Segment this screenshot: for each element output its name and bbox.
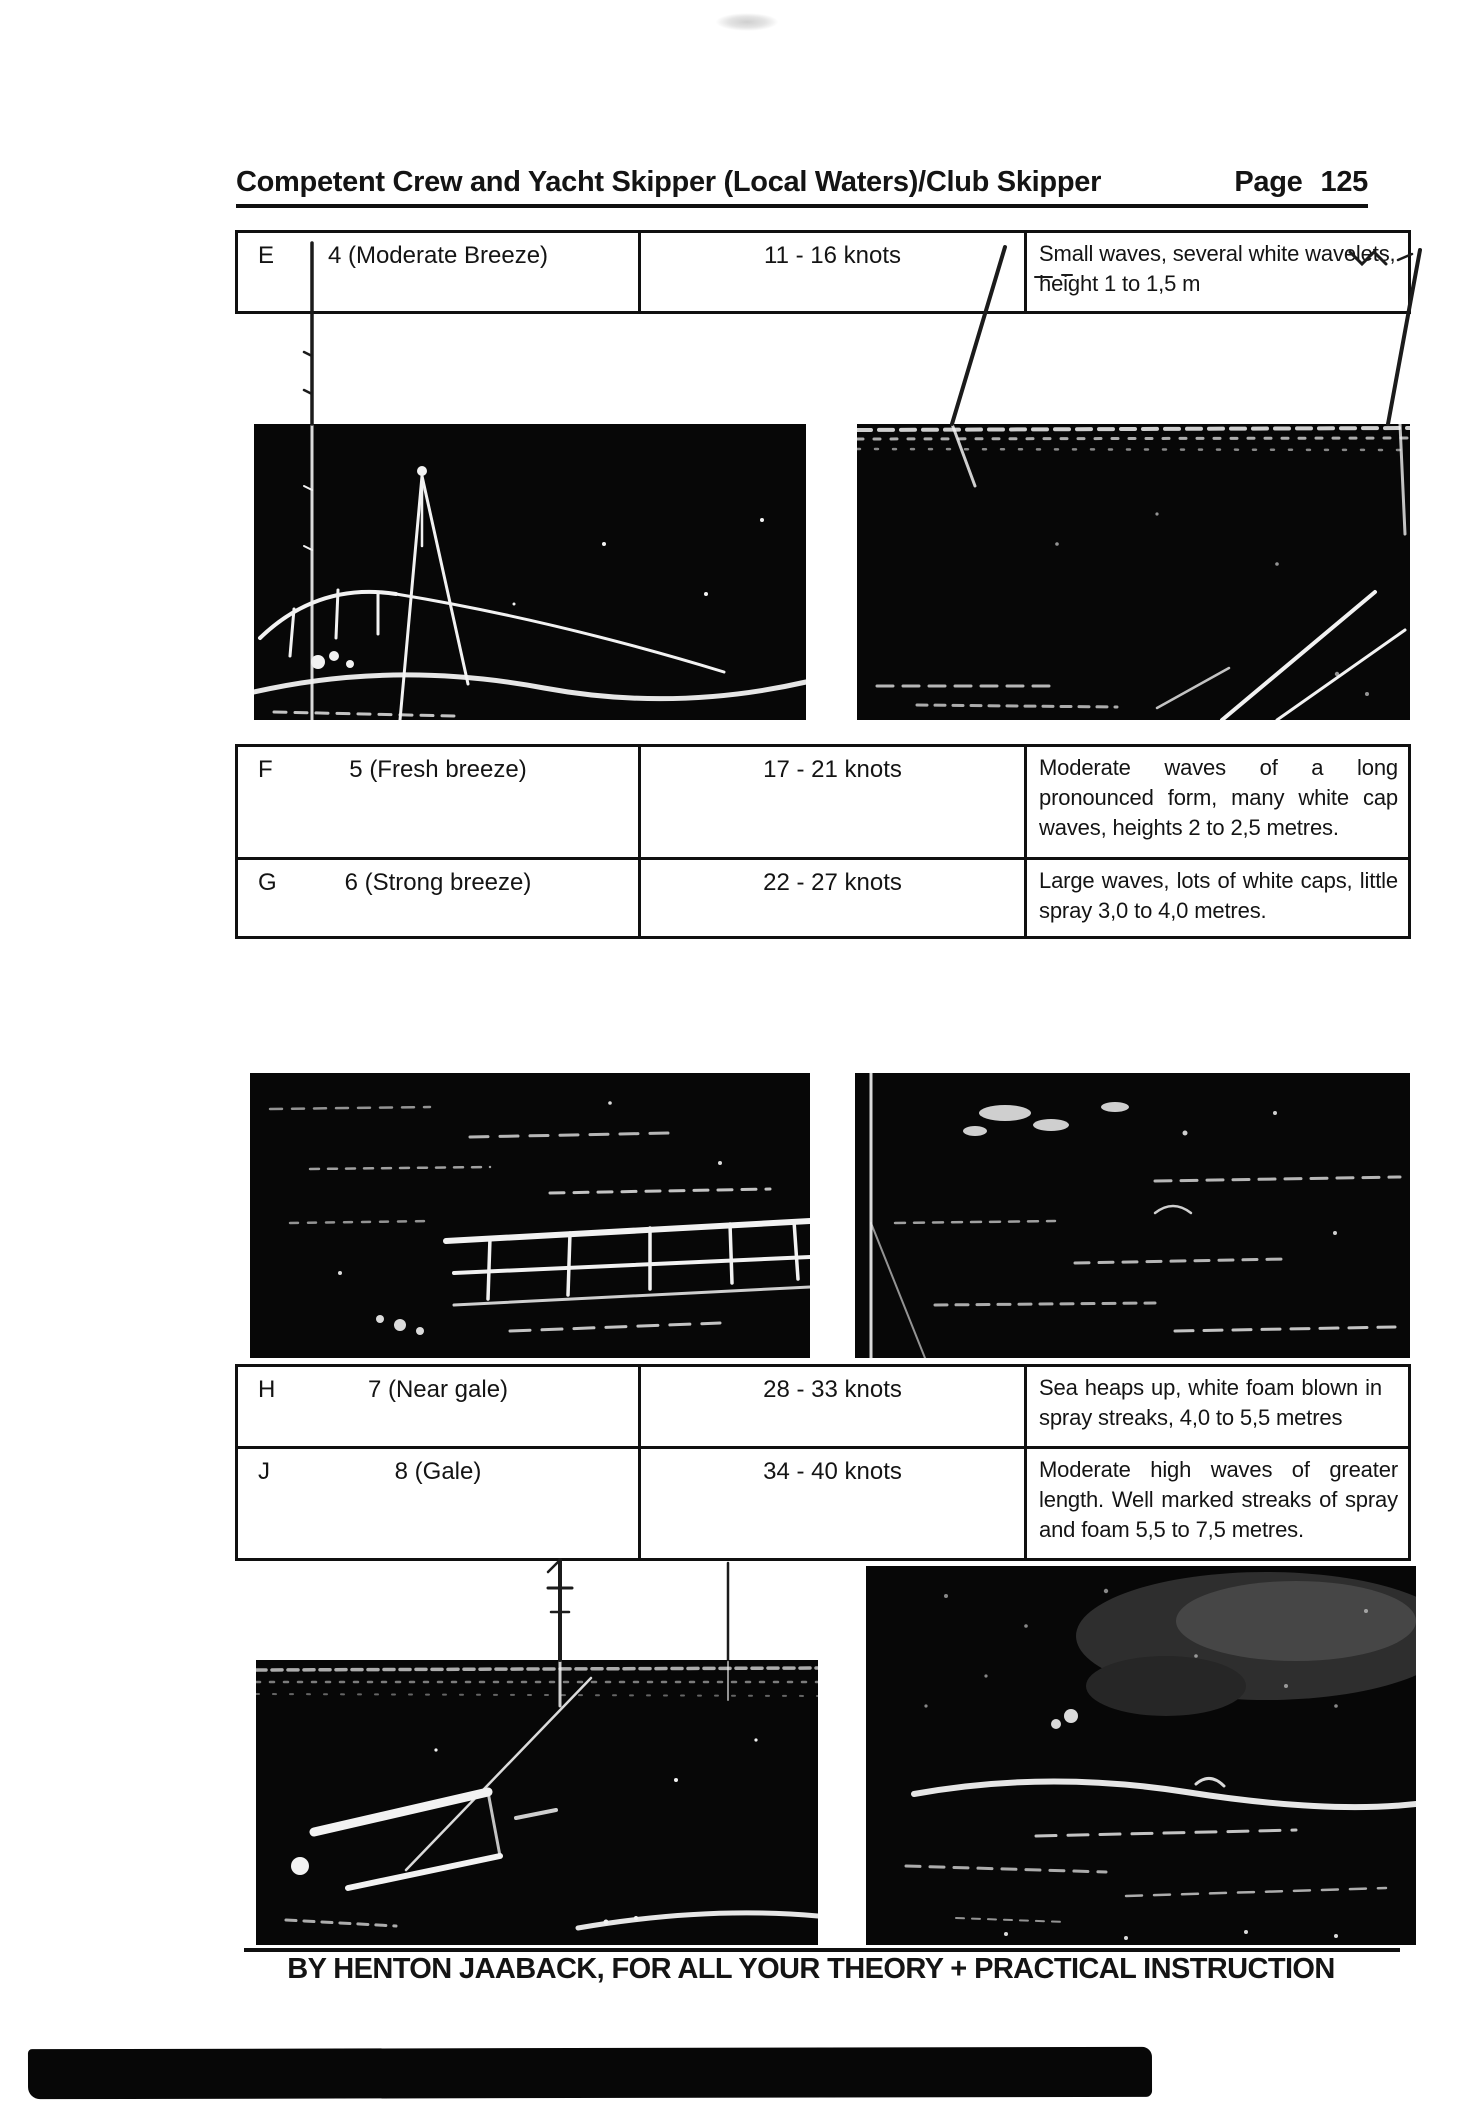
photo-force7-8-left [256,1660,818,1945]
photo-force5-6-right-art [855,1073,1410,1358]
cell-code-force [238,1367,638,1446]
cell-wind-speed: 22 - 27 knots [638,860,1027,936]
footer-rule [244,1948,1400,1952]
row-code: E [258,242,275,269]
cell-code-force [238,1449,638,1558]
table-row-force4 [238,233,1408,311]
row-code: F [258,756,273,783]
cell-code-force [238,233,638,311]
photo-force5-6-left-art [250,1073,810,1358]
beaufort-table-force7-8 [235,1364,1411,1561]
page-header [236,166,1368,208]
row-code: H [258,1376,276,1403]
row-code: G [258,869,277,896]
table-row-force8 [238,1446,1408,1558]
page-word: Page [1234,166,1303,198]
cell-sea-state: Small waves, several white wavelets, height 1 to 1,5 m [1039,241,1396,296]
cell-code-force [238,860,638,936]
cell-wind-speed: 11 - 16 knots [638,233,1027,311]
cell-wind-speed: 34 - 40 knots [638,1449,1027,1558]
force-label: 8 (Gale) [394,1458,482,1485]
cell-sea-state: Sea heaps up, white foam blown in spray streaks, 4,0 to 5,5 metres [1039,1375,1382,1430]
cell-code-force [238,747,638,857]
force-label: 5 (Fresh breeze) [349,756,527,783]
photo-force5-6-right [855,1073,1410,1358]
page-number [1204,166,1368,199]
photo-force4-left-art [254,424,806,720]
force-label: 4 (Moderate Breeze) [327,242,549,269]
photo-force7-8-right-art [866,1566,1416,1945]
cell-wind-speed: 17 - 21 knots [638,747,1027,857]
scan-edge-bar [28,2047,1152,2099]
page-number-value: 125 [1320,166,1368,198]
table-row-force5 [238,747,1408,857]
cell-sea-state: Large waves, lots of white caps, little spray 3,0 to 4,0 metres. [1039,868,1398,923]
scan-smudge-artifact [705,10,789,34]
cell-wind-speed: 28 - 33 knots [638,1367,1027,1446]
page-footer: BY HENTON JAABACK, FOR ALL YOUR THEORY + PRACTICAL INSTRUCTION [287,1953,1335,1985]
page-title: Competent Crew and Yacht Skipper (Local Waters)/Club Skipper [236,166,1102,198]
force-label: 6 (Strong breeze) [344,869,532,896]
table-row-force7 [238,1367,1408,1446]
beaufort-table-force5-6 [235,744,1411,939]
cell-sea-state: Moderate waves of a long pronounced form, many white cap waves, heights 2 to 2,5 metres. [1039,755,1398,840]
photo-force7-8-left-art [256,1660,818,1945]
photo-force4-right-art [857,424,1410,720]
photo-force7-8-right [866,1566,1416,1945]
table-row-force6 [238,857,1408,936]
row-code: J [258,1458,270,1485]
beaufort-table-force4 [235,230,1411,314]
cell-sea-state: Moderate high waves of greater length. Well marked streaks of spray and foam 5,5 to 7,5 metres. [1039,1457,1398,1542]
photo-force4-right [857,424,1410,720]
photo-force4-left [254,424,806,720]
force-label: 7 (Near gale) [367,1376,509,1403]
photo-force5-6-left [250,1073,810,1358]
